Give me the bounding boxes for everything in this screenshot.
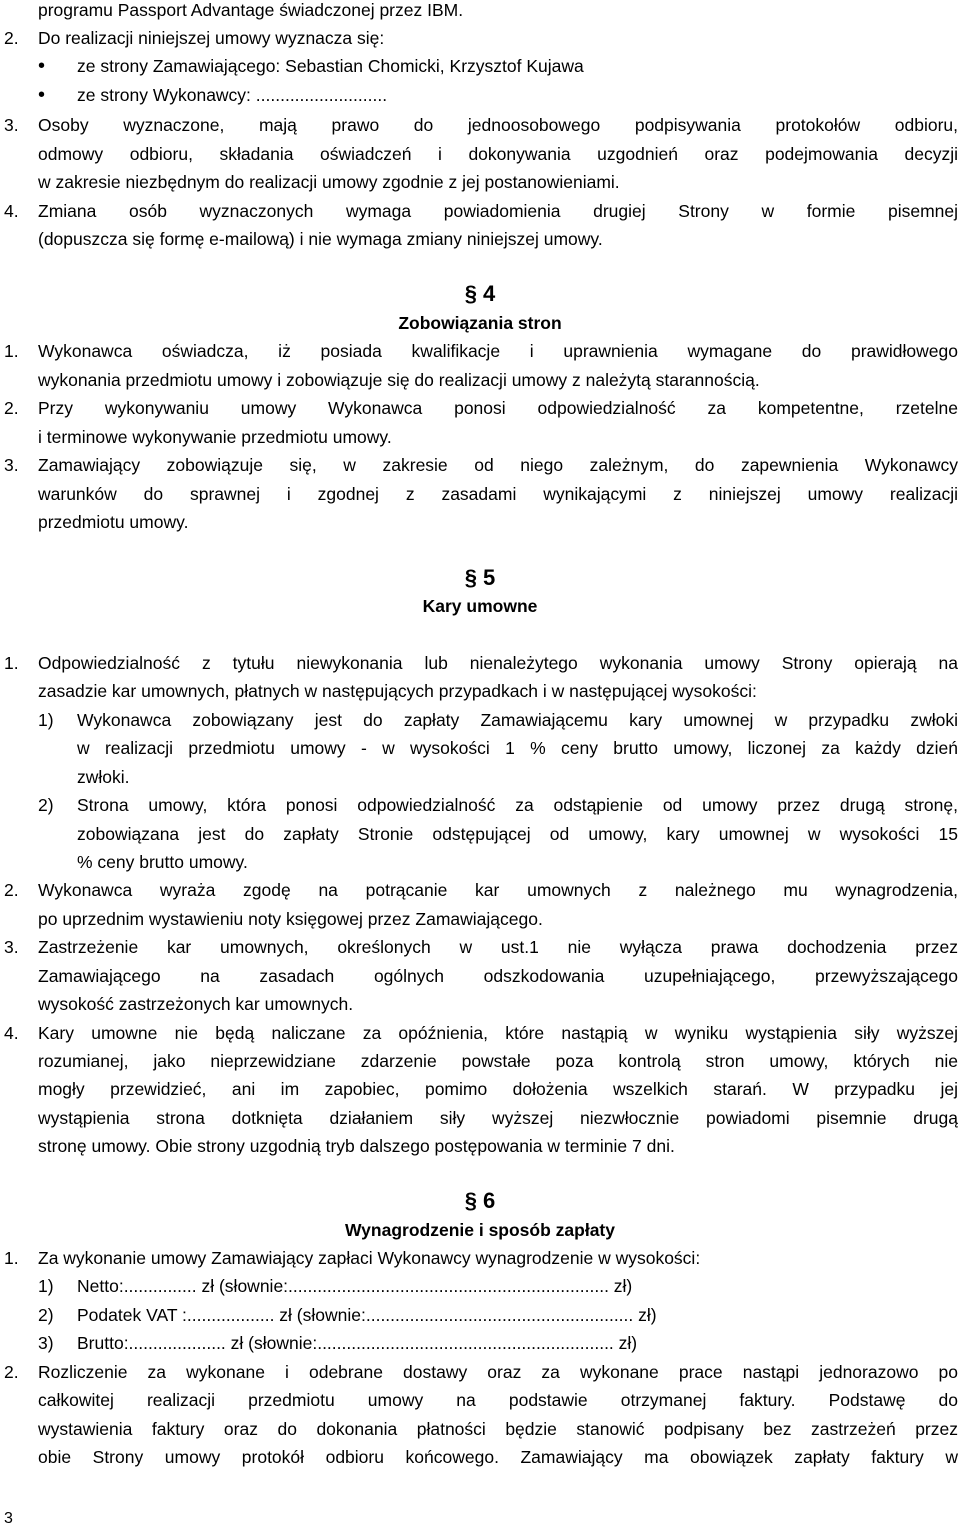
paragraph-text: zwłoki. xyxy=(77,767,130,787)
paragraph-text: Wykonawca oświadcza, iż posiada kwalifikacje i uprawnienia wymagane do prawidłowego xyxy=(38,341,958,361)
paragraph-text: Zamawiającego na zasadach ogólnych odszkodowania uzupełniającego, przewyższającego xyxy=(38,966,958,986)
bullet-text: ze strony Zamawiającego: Sebastian Chomicki, Krzysztof Kujawa xyxy=(77,56,584,76)
page-number: 3 xyxy=(4,1510,13,1527)
paragraph-text: Strona umowy, która ponosi odpowiedzialność za odstąpienie od umowy przez drugą stronę, xyxy=(77,795,958,815)
item-number: 2. xyxy=(4,28,19,48)
paragraph-text: Zamawiający zobowiązuje się, w zakresie od niego zależnym, do zapewnienia Wykonawcy xyxy=(38,455,958,475)
paragraph-text: programu Passport Advantage świadczonej przez IBM. xyxy=(38,0,464,20)
section-title: Zobowiązania stron xyxy=(398,313,562,333)
section-sign xyxy=(0,280,960,309)
item-number: 1. xyxy=(4,653,19,673)
paragraph-text: wystawienia faktury oraz do dokonania płatności będzie stanowić podpisany bez zastrzeżeń przez xyxy=(38,1419,958,1439)
paragraph-text: warunków do sprawnej i zgodnej z zasadami wynikającymi z niniejszej umowy realizacji xyxy=(38,484,958,504)
sub-item-number: 1) xyxy=(38,1276,54,1296)
paragraph-text: wykonania przedmiotu umowy i zobowiązuje się do realizacji umowy z należytą starannością. xyxy=(38,370,760,390)
paragraph-text: (dopuszcza się formę e-mailową) i nie wymaga zmiany niniejszej umowy. xyxy=(38,229,603,249)
paragraph-text: zasadzie kar umownych, płatnych w następujących przypadkach i w następującej wysokości: xyxy=(38,681,757,701)
item-number: 2. xyxy=(4,1362,19,1382)
paragraph-text: odmowy odbioru, składania oświadczeń i dokonywania uzgodnień oraz podejmowania decyzji xyxy=(38,144,958,164)
item-number: 4. xyxy=(4,201,19,221)
paragraph-text: % ceny brutto umowy. xyxy=(77,852,248,872)
item-number: 3. xyxy=(4,455,19,475)
paragraph-text: wystąpienia strona dotknięta działaniem siły wyższej niezwłocznie powiadomi pisemnie drugą xyxy=(38,1108,958,1128)
paragraph-text: Zastrzeżenie kar umownych, określonych w ust.1 nie wyłącza prawa dochodzenia przez xyxy=(38,937,958,957)
item-number: 1. xyxy=(4,1248,19,1268)
section-number: § 5 xyxy=(464,565,496,590)
paragraph-text: obie Strony umowy protokół odbioru końcowego. Zamawiający ma obowiązek zapłaty faktury w xyxy=(38,1447,958,1467)
paragraph-text: po uprzednim wystawieniu noty księgowej przez Zamawiającego. xyxy=(38,909,543,929)
paragraph-text: Odpowiedzialność z tytułu niewykonania lub nienależytego wykonania umowy Strony opierają na xyxy=(38,653,958,673)
sub-item-number: 1) xyxy=(38,710,54,730)
paragraph-text: Zmiana osób wyznaczonych wymaga powiadomienia drugiej Strony w formie pisemnej xyxy=(38,201,958,221)
item-number: 2. xyxy=(4,398,19,418)
amount-line: Brutto:.................... zł (słownie:............................................................. zł) xyxy=(77,1333,638,1353)
section-title: Wynagrodzenie i sposób zapłaty xyxy=(344,1220,615,1240)
item-number: 3. xyxy=(4,937,19,957)
paragraph-text: całkowitej realizacji przedmiotu umowy na podstawie otrzymanej faktury. Podstawę do xyxy=(38,1390,958,1410)
sub-item-number: 3) xyxy=(38,1333,54,1353)
paragraph-text: w zakresie niezbędnym do realizacji umowy zgodnie z jej postanowieniami. xyxy=(38,172,620,192)
paragraph-text: Rozliczenie za wykonane i odebrane dostawy oraz za wykonane prace nastąpi jednorazowo po xyxy=(38,1362,958,1382)
paragraph-text: przedmiotu umowy. xyxy=(38,512,189,532)
bullet-icon: • xyxy=(38,55,46,77)
paragraph-text: mogły przewidzieć, ani im zapobiec, pomimo dołożenia wszelkich starań. W przypadku jej xyxy=(38,1079,958,1099)
bullet-text: ze strony Wykonawcy: ........................... xyxy=(77,85,388,105)
paragraph-text: rozumianej, jako nieprzewidziane zdarzenie powstałe poza kontrolą stron umowy, których nie xyxy=(38,1051,958,1071)
paragraph-text: Osoby wyznaczone, mają prawo do jednoosobowego podpisywania protokołów odbioru, xyxy=(38,115,958,135)
paragraph-text: Kary umowne nie będą naliczane za opóźnienia, które nastąpią w wyniku wystąpienia siły wyższej xyxy=(38,1023,958,1043)
paragraph-text: Za wykonanie umowy Zamawiający zapłaci Wykonawcy wynagrodzenie w wysokości: xyxy=(38,1248,701,1268)
paragraph-text: wysokość zastrzeżonych kar umownych. xyxy=(38,994,354,1014)
item-number: 4. xyxy=(4,1023,19,1043)
paragraph-text: i terminowe wykonywanie przedmiotu umowy. xyxy=(38,427,392,447)
item-number: 2. xyxy=(4,880,19,900)
section-number: § 6 xyxy=(464,1188,496,1213)
paragraph-text: stronę umowy. Obie strony uzgodnią tryb dalszego postępowania w terminie 7 dni. xyxy=(38,1136,675,1156)
amount-line: Netto:............... zł (słownie:.................................................................. zł) xyxy=(77,1276,633,1296)
paragraph-text: Przy wykonywaniu umowy Wykonawca ponosi odpowiedzialność za kompetentne, rzetelne xyxy=(38,398,958,418)
section-number: § 4 xyxy=(464,281,496,306)
item-number: 3. xyxy=(4,115,19,135)
item-number: 1. xyxy=(4,341,19,361)
section-sign xyxy=(0,1187,960,1216)
sub-item-number: 2) xyxy=(38,795,54,815)
sub-item-number: 2) xyxy=(38,1305,54,1325)
amount-line: Podatek VAT :.................. zł (słownie:....................................................... zł) xyxy=(77,1305,657,1325)
paragraph-text: Wykonawca zobowiązany jest do zapłaty Zamawiającemu kary umownej w przypadku zwłoki xyxy=(77,710,958,730)
section-title: Kary umowne xyxy=(422,596,538,616)
section-sign xyxy=(0,564,960,593)
paragraph-text: Wykonawca wyraża zgodę na potrącanie kar umownych z należnego mu wynagrodzenia, xyxy=(38,880,958,900)
paragraph-text: w realizacji przedmiotu umowy - w wysokości 1 % ceny brutto umowy, liczonej za każdy dzień xyxy=(77,738,958,758)
paragraph-text: Do realizacji niniejszej umowy wyznacza się: xyxy=(38,28,385,48)
paragraph-text: zobowiązana jest do zapłaty Stronie odstępującej od umowy, kary umownej w wysokości 15 xyxy=(77,824,958,844)
bullet-icon: • xyxy=(38,84,46,106)
